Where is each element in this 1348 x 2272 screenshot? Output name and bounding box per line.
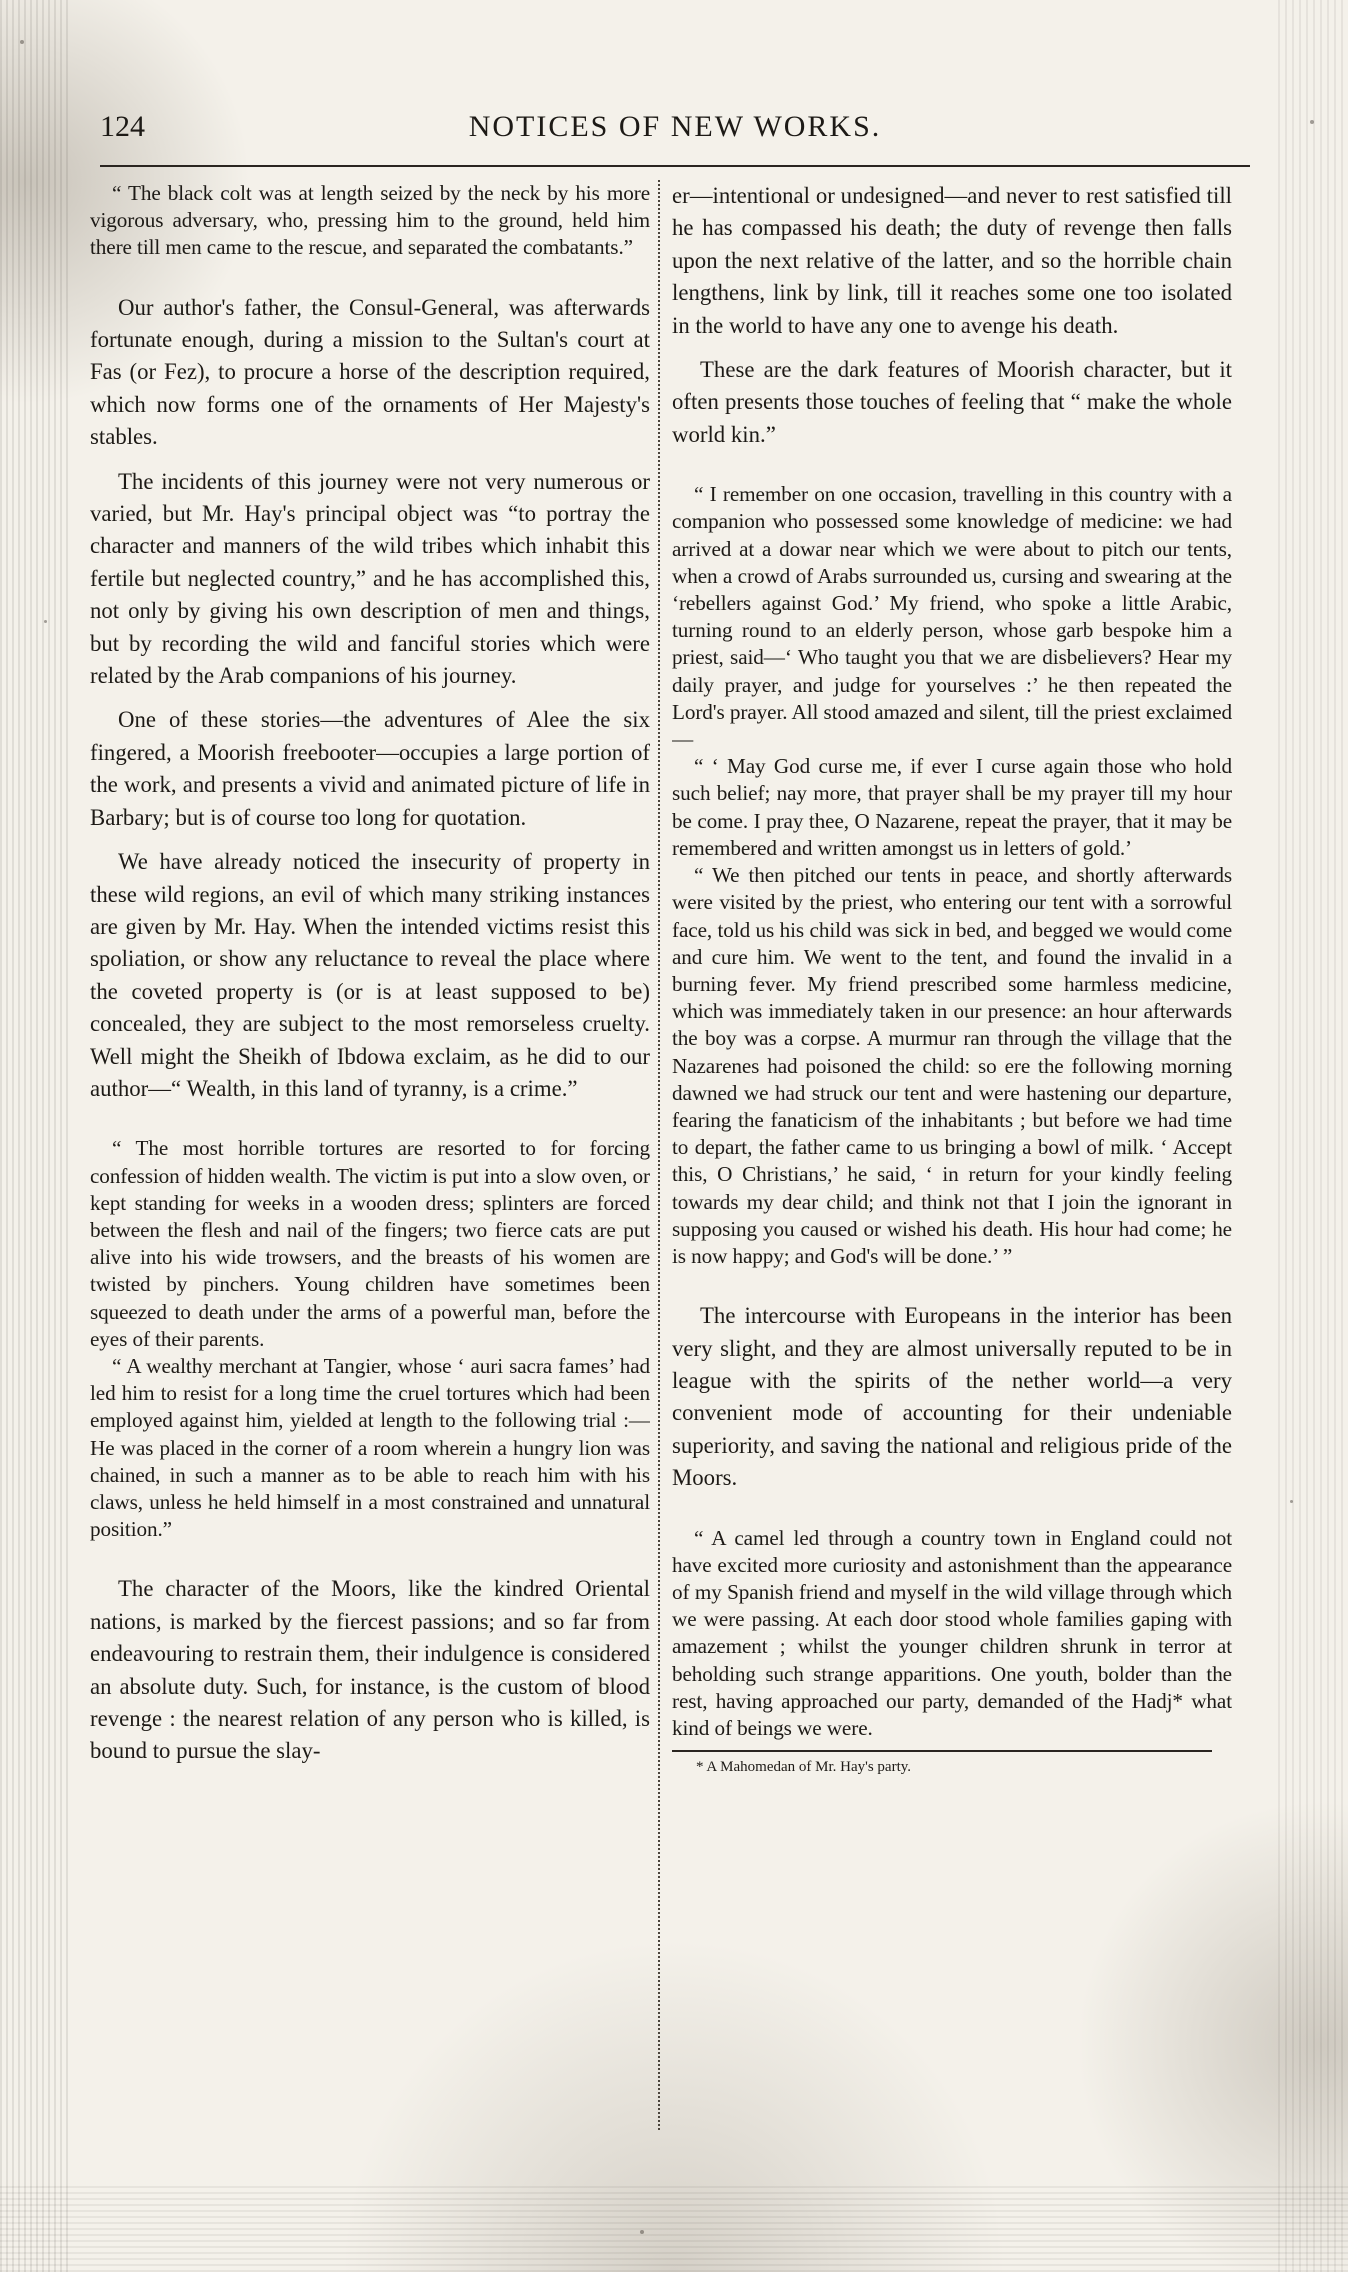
body-paragraph: One of these stories—the adventures of Alee the six fingered, a Moorish freebooter—occupies a large portion of the work, and presents a vivid and animated picture of life in Barbary; but is of course too long for quotation. — [90, 707, 650, 830]
left-column — [90, 180, 650, 2180]
page-header — [100, 110, 1250, 158]
body-paragraph: The intercourse with Europeans in the interior has been very slight, and they are almost universally reputed to be in league with the spirits of the nether world—a very convenient mode of accounting for their undeniable superiority, and saving the national and religious pride of the Moors. — [672, 1303, 1232, 1491]
body-paragraph: These are the dark features of Moorish character, but it often presents those touches of feeling that “ make the whole world kin.” — [672, 357, 1232, 447]
scan-speck — [1310, 120, 1314, 124]
scan-speck — [640, 2230, 644, 2234]
body-paragraph: er—intentional or undesigned—and never to rest satisfied till he has compassed his death; the duty of revenge then falls upon the next relative of the latter, and so the horrible chain lengthens, link by link, till it reaches some one too isolated in the world to have any one to avenge his death. — [672, 183, 1232, 338]
scan-noise-right — [1278, 0, 1348, 2272]
quote-paragraph: “ ‘ May God curse me, if ever I curse again those who hold such belief; nay more, that prayer shall be my prayer till my hour be come. I pray thee, O Nazarene, repeat the prayer, that it may be remembered and written amongst us in letters of gold.’ — [672, 754, 1232, 860]
quote-paragraph: “ A wealthy merchant at Tangier, whose ‘ auri sacra fames’ had led him to resist for a long time the cruel tortures which had been employed against him, yielded at length to the following trial :—He was placed in the corner of a room wherein a hungry lion was chained, in such a manner as to be able to reach him with his claws, unless he held himself in a most constrained and unnatural position.” — [90, 1353, 650, 1542]
quote-paragraph: “ The most horrible tortures are resorted to for forcing confession of hidden wealth. The victim is put into a slow oven, or kept standing for weeks in a wooden dress; splinters are forced between the flesh and nail of the fingers; two fierce cats are put alive into his wide trowsers, and the breasts of his women are twisted by pinchers. Young children have sometimes been squeezed to death under the arms of a powerful man, before the eyes of their parents. — [90, 1136, 650, 1351]
quote-paragraph: “ We then pitched our tents in peace, and shortly afterwards were visited by the priest, who entering our tent with a sorrowful face, told us his child was sick in bed, and begged we would come and cure him. We went to the tent, and found the invalid in a burning fever. My friend prescribed some harmless medicine, which was immediately taken in our presence: an hour afterwards the boy was a corpse. A murmur ran through the village that the Nazarenes had poisoned the child: so ere the following morning dawned we had struck our tent and were hastening our departure, fearing the fanaticism of the inhabitants ; but before we had time to depart, the father came to us bringing a bowl of milk. ‘ Accept this, O Christians,’ he said, ‘ in return for your kindly feeling towards my dear child; and think not that I join the ignorant in supposing you caused or wished his death. His hour had come; he is now happy; and God's will be done.’ ” — [672, 863, 1232, 1268]
right-column — [672, 180, 1232, 2180]
body-paragraph: The character of the Moors, like the kindred Oriental nations, is marked by the fiercest passions; and so far from endeavouring to restrain them, their indulgence is considered an absolute duty. Such, for instance, is the custom of blood revenge : the nearest relation of any person who is killed, is bound to pursue the slay- — [90, 1576, 650, 1764]
scan-speck — [44, 620, 47, 623]
quote-paragraph: “ I remember on one occasion, travelling in this country with a companion who possessed some knowledge of medicine: we had arrived at a dowar near which we were about to pitch our tents, when a crowd of Arabs surrounded us, cursing and swearing at the ‘rebellers against God.’ My friend, who spoke a little Arabic, turning round to an elderly person, whose garb bespoke him a priest, said—‘ Who taught you that we are disbelievers? Hear my daily prayer, and judge for yourselves :’ he then repeated the Lord's prayer. All stood amazed and silent, till the priest exclaimed— — [672, 482, 1232, 752]
quote-paragraph: “ The black colt was at length seized by the neck by his more vigorous adversary, who, pressing him to the ground, held him there till men came to the rescue, and separated the combatants.” — [90, 181, 650, 260]
footnote: * A Mahomedan of Mr. Hay's party. — [696, 1759, 912, 1776]
footnote-rule — [672, 1750, 1212, 1752]
running-title: NOTICES OF NEW WORKS. — [468, 110, 882, 143]
scan-noise-bottom — [0, 2182, 1348, 2272]
header-rule — [100, 165, 1250, 167]
page-number: 124 — [100, 110, 145, 143]
column-divider — [658, 180, 660, 2130]
quote-paragraph: “ A camel led through a country town in England could not have excited more curiosity and astonishment than the appearance of my Spanish friend and myself in the wild village through which we were passing. At each door stood whole families gaping with amazement ; whilst the younger children shrunk in terror at beholding such strange apparitions. One youth, bolder than the rest, having approached our party, demanded of the Hadj* what kind of beings we were. — [672, 1525, 1232, 1740]
body-paragraph: The incidents of this journey were not very numerous or varied, but Mr. Hay's principal object was “to portray the character and manners of the wild tribes which inhabit this fertile but neglected country,” and he has accomplished this, not only by giving his own description of men and things, but by recording the wild and fanciful stories which were related by the Arab companions of his journey. — [90, 468, 650, 689]
body-paragraph: Our author's father, the Consul-General, was afterwards fortunate enough, during a mission to the Sultan's court at Fas (or Fez), to procure a horse of the description required, which now forms one of the ornaments of Her Majesty's stables. — [90, 294, 650, 450]
scan-noise-left — [0, 0, 70, 2272]
scan-speck — [1290, 1500, 1293, 1503]
body-paragraph: We have already noticed the insecurity of property in these wild regions, an evil of which many striking instances are given by Mr. Hay. When the intended victims resist this spoliation, or show any reluctance to reveal the place where the coveted property is (or is at least supposed to be) concealed, they are subject to the most remorseless cruelty. Well might the Sheikh of Ibdowa exclaim, as he did to our author—“ Wealth, in this land of tyranny, is a crime.” — [90, 849, 650, 1101]
scan-speck — [20, 40, 24, 44]
